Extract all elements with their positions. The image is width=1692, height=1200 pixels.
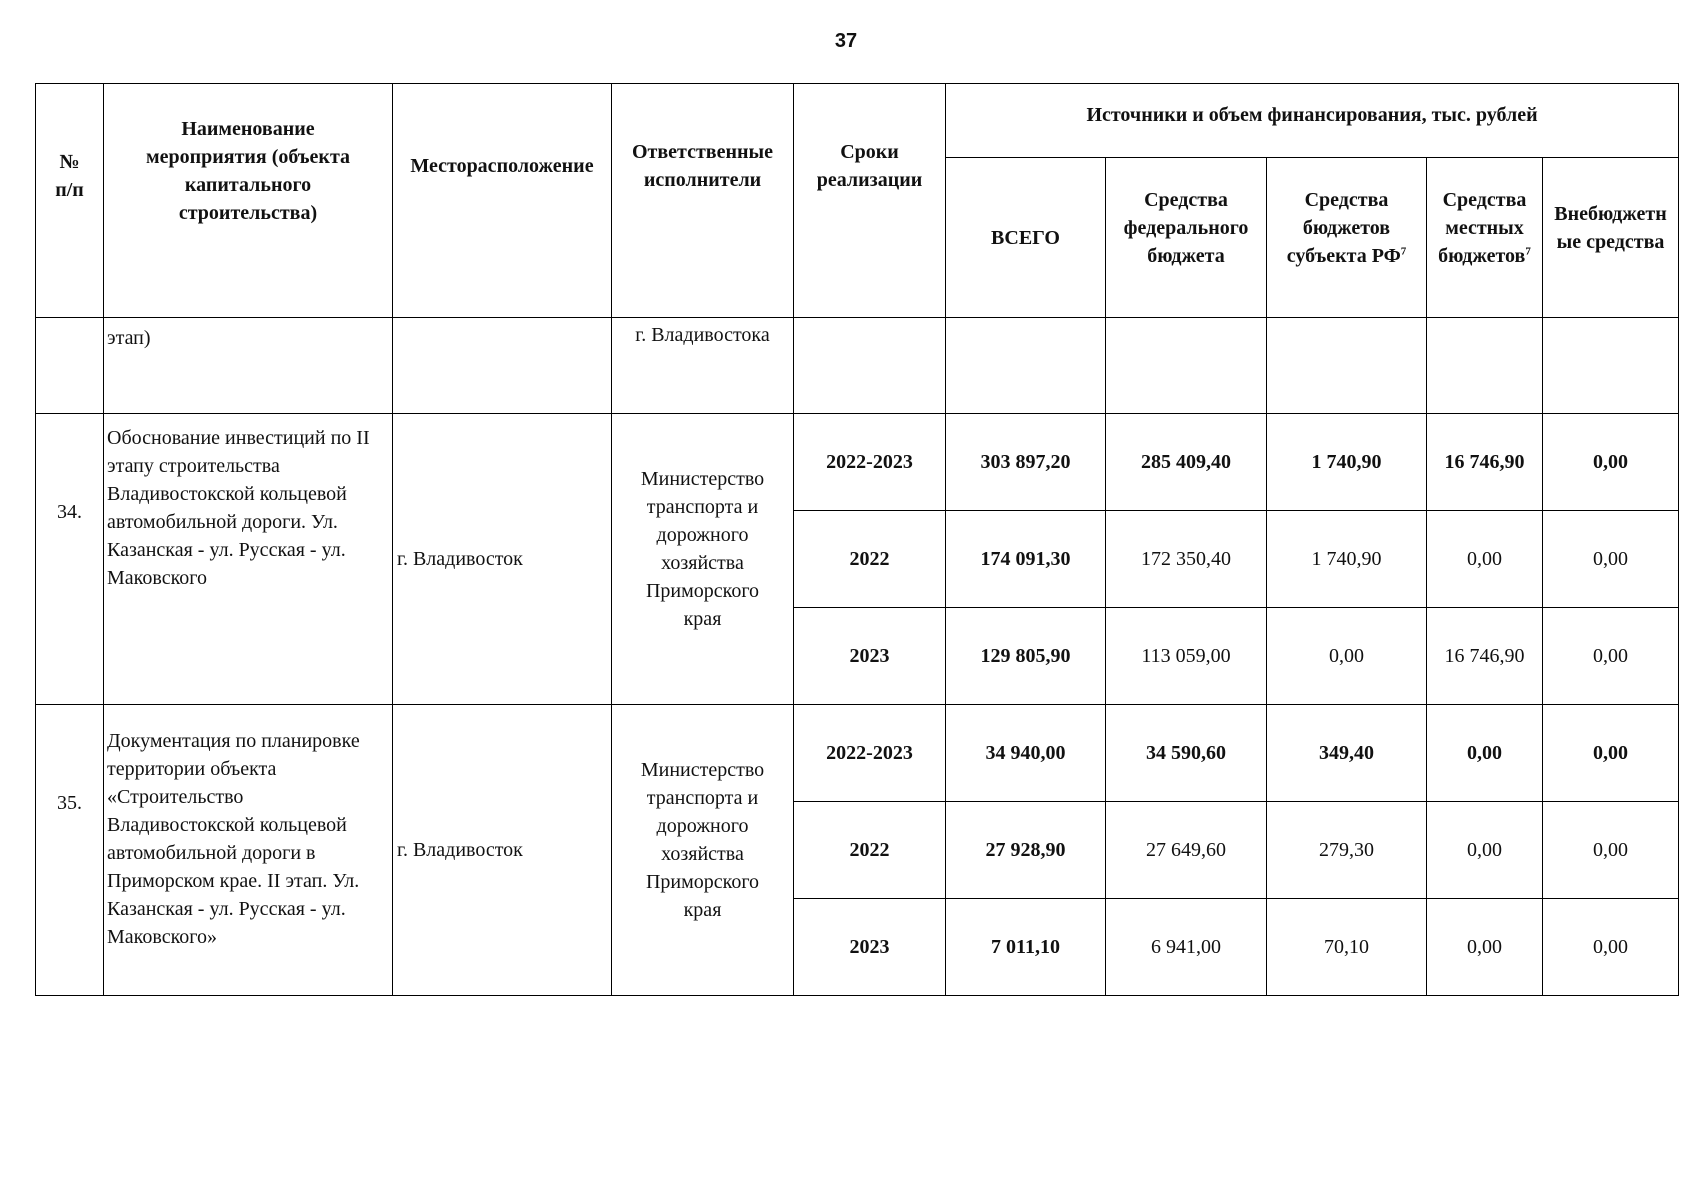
cell-local: 16 746,90 bbox=[1427, 414, 1543, 511]
cell-federal: 34 590,60 bbox=[1106, 705, 1267, 802]
table-row bbox=[36, 318, 1679, 414]
cell-responsible: Министерство транспорта и дорожного хозяйства Приморского края bbox=[612, 414, 794, 705]
page-number: 37 bbox=[834, 30, 858, 52]
cell-extra: 0,00 bbox=[1543, 899, 1679, 996]
table-row bbox=[36, 414, 1679, 511]
header-name: Наименование мероприятия (объекта капитального строительства) bbox=[104, 84, 393, 318]
header-location: Месторасположение bbox=[393, 84, 612, 318]
cell-local: 0,00 bbox=[1427, 802, 1543, 899]
cell-regional bbox=[1267, 318, 1427, 414]
cell-extra bbox=[1543, 318, 1679, 414]
header-extra: Внебюджетн ые средства bbox=[1543, 158, 1679, 318]
cell-regional: 279,30 bbox=[1267, 802, 1427, 899]
cell-regional: 70,10 bbox=[1267, 899, 1427, 996]
cell-period: 2022 bbox=[794, 511, 946, 608]
cell-local: 0,00 bbox=[1427, 511, 1543, 608]
cell-extra: 0,00 bbox=[1543, 511, 1679, 608]
header-regional-label: Средства бюджетов субъекта РФ bbox=[1286, 188, 1401, 267]
cell-period: 2022-2023 bbox=[794, 414, 946, 511]
header-total: ВСЕГО bbox=[946, 158, 1106, 318]
cell-total bbox=[946, 318, 1106, 414]
cell-location bbox=[393, 318, 612, 414]
cell-name: Обоснование инвестиций по II этапу строительства Владивостокской кольцевой автомобильной дороги. Ул. Казанская - ул. Русская - ул. Маковского bbox=[104, 414, 393, 705]
header-federal: Средства федерального бюджета bbox=[1106, 158, 1267, 318]
cell-extra: 0,00 bbox=[1543, 414, 1679, 511]
footnote-mark: 7 bbox=[1400, 244, 1407, 257]
cell-num: 34. bbox=[36, 414, 104, 705]
cell-total: 303 897,20 bbox=[946, 414, 1106, 511]
cell-federal: 27 649,60 bbox=[1106, 802, 1267, 899]
cell-federal: 172 350,40 bbox=[1106, 511, 1267, 608]
cell-responsible: Министерство транспорта и дорожного хозяйства Приморского края bbox=[612, 705, 794, 996]
cell-federal bbox=[1106, 318, 1267, 414]
cell-period: 2022 bbox=[794, 802, 946, 899]
cell-location: г. Владивосток bbox=[393, 705, 612, 996]
cell-local bbox=[1427, 318, 1543, 414]
cell-regional: 1 740,90 bbox=[1267, 511, 1427, 608]
cell-total: 27 928,90 bbox=[946, 802, 1106, 899]
cell-total: 174 091,30 bbox=[946, 511, 1106, 608]
cell-regional: 349,40 bbox=[1267, 705, 1427, 802]
cell-total: 34 940,00 bbox=[946, 705, 1106, 802]
cell-total: 7 011,10 bbox=[946, 899, 1106, 996]
header-regional bbox=[1267, 158, 1427, 318]
cell-location: г. Владивосток bbox=[393, 414, 612, 705]
cell-period bbox=[794, 318, 946, 414]
cell-total: 129 805,90 bbox=[946, 608, 1106, 705]
header-responsible: Ответственные исполнители bbox=[612, 84, 794, 318]
cell-period: 2023 bbox=[794, 608, 946, 705]
cell-federal: 6 941,00 bbox=[1106, 899, 1267, 996]
cell-responsible: г. Владивостока bbox=[612, 318, 794, 414]
header-sources: Источники и объем финансирования, тыс. рублей bbox=[946, 84, 1679, 158]
cell-extra: 0,00 bbox=[1543, 608, 1679, 705]
financing-table bbox=[35, 83, 1679, 996]
header-num: № п/п bbox=[36, 84, 104, 318]
header-local-label: Средства местных бюджетов bbox=[1438, 188, 1527, 267]
cell-federal: 285 409,40 bbox=[1106, 414, 1267, 511]
cell-local: 16 746,90 bbox=[1427, 608, 1543, 705]
cell-period: 2023 bbox=[794, 899, 946, 996]
footnote-mark: 7 bbox=[1525, 244, 1531, 257]
cell-name: Документация по планировке территории объекта «Строительство Владивостокской кольцевой автомобильной дороги в Приморском крае. II этап. Ул. Казанская - ул. Русская - ул. Маковского» bbox=[104, 705, 393, 996]
cell-regional: 0,00 bbox=[1267, 608, 1427, 705]
cell-regional: 1 740,90 bbox=[1267, 414, 1427, 511]
cell-extra: 0,00 bbox=[1543, 705, 1679, 802]
cell-local: 0,00 bbox=[1427, 705, 1543, 802]
cell-period: 2022-2023 bbox=[794, 705, 946, 802]
table-row bbox=[36, 705, 1679, 802]
header-period: Сроки реализации bbox=[794, 84, 946, 318]
cell-num: 35. bbox=[36, 705, 104, 996]
cell-num bbox=[36, 318, 104, 414]
cell-extra: 0,00 bbox=[1543, 802, 1679, 899]
cell-federal: 113 059,00 bbox=[1106, 608, 1267, 705]
cell-name: этап) bbox=[104, 318, 393, 414]
header-local bbox=[1427, 158, 1543, 318]
cell-local: 0,00 bbox=[1427, 899, 1543, 996]
